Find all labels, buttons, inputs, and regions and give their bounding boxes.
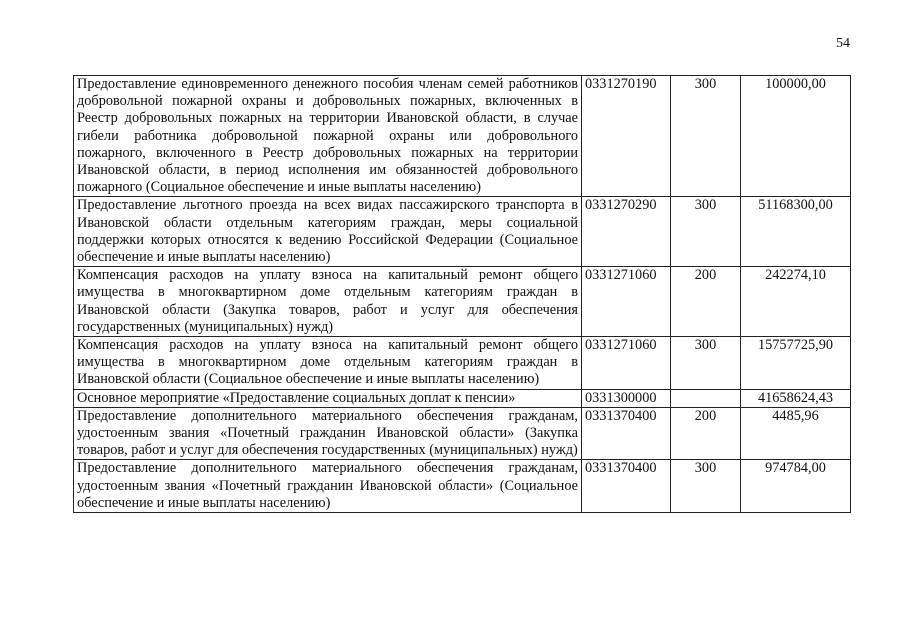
row-name: Компенсация расходов на уплату взноса на капитальный ремонт общего имущества в многоквартирном доме отдельным категориям граждан в Ивановской области (Закупка товаров, работ и услуг для обеспечения государственных (муниципальных) нужд) [74, 267, 582, 337]
row-name: Компенсация расходов на уплату взноса на капитальный ремонт общего имущества в многоквартирном доме отдельным категориям граждан в Ивановской области (Социальное обеспечение и иные выплаты населению) [74, 337, 582, 390]
row-amount: 15757725,90 [741, 337, 851, 390]
row-amount: 974784,00 [741, 460, 851, 513]
row-expense-type: 200 [671, 267, 741, 337]
table-row [74, 337, 851, 390]
row-amount: 41658624,43 [741, 389, 851, 407]
row-name: Предоставление льготного проезда на всех видах пассажирского транспорта в Ивановской области отдельным категориям граждан, меры социальной поддержки которых относятся к ведению Российской Федерации (Социальное обеспечение и иные выплаты населению) [74, 197, 582, 267]
row-name: Основное мероприятие «Предоставление социальных доплат к пенсии» [74, 389, 582, 407]
table-row [74, 460, 851, 513]
table-row [74, 197, 851, 267]
row-expense-type: 300 [671, 76, 741, 197]
row-amount: 51168300,00 [741, 197, 851, 267]
row-target-code: 0331370400 [582, 407, 671, 460]
row-name: Предоставление дополнительного материального обеспечения гражданам, удостоенным звания «Почетный гражданин Ивановской области» (Закупка товаров, работ и услуг для обеспечения государственных (муниципальных) нужд) [74, 407, 582, 460]
row-amount: 242274,10 [741, 267, 851, 337]
row-expense-type: 200 [671, 407, 741, 460]
row-expense-type: 300 [671, 460, 741, 513]
row-target-code: 0331271060 [582, 267, 671, 337]
row-target-code: 0331370400 [582, 460, 671, 513]
row-name: Предоставление единовременного денежного пособия членам семей работников добровольной пожарной охраны и добровольных пожарных, включенных в Реестр добровольных пожарных на территории Ивановской области, в случае гибели работника добровольной пожарной охраны или добровольного пожарного, включенного в Реестр добровольных пожарных на территории Ивановской области, в период исполнения им обязанностей добровольного пожарного (Социальное обеспечение и иные выплаты населению) [74, 76, 582, 197]
table-row [74, 267, 851, 337]
row-expense-type: 300 [671, 337, 741, 390]
row-target-code: 0331270190 [582, 76, 671, 197]
page-number: 54 [836, 36, 850, 51]
row-target-code: 0331271060 [582, 337, 671, 390]
table-row [74, 76, 851, 197]
table-row [74, 389, 851, 407]
row-target-code: 0331270290 [582, 197, 671, 267]
row-expense-type: 300 [671, 197, 741, 267]
budget-table [73, 75, 851, 513]
row-name: Предоставление дополнительного материального обеспечения гражданам, удостоенным звания «Почетный гражданин Ивановской области» (Социальное обеспечение и иные выплаты населению) [74, 460, 582, 513]
table-row [74, 407, 851, 460]
row-target-code: 0331300000 [582, 389, 671, 407]
row-amount: 100000,00 [741, 76, 851, 197]
row-amount: 4485,96 [741, 407, 851, 460]
row-expense-type [671, 389, 741, 407]
